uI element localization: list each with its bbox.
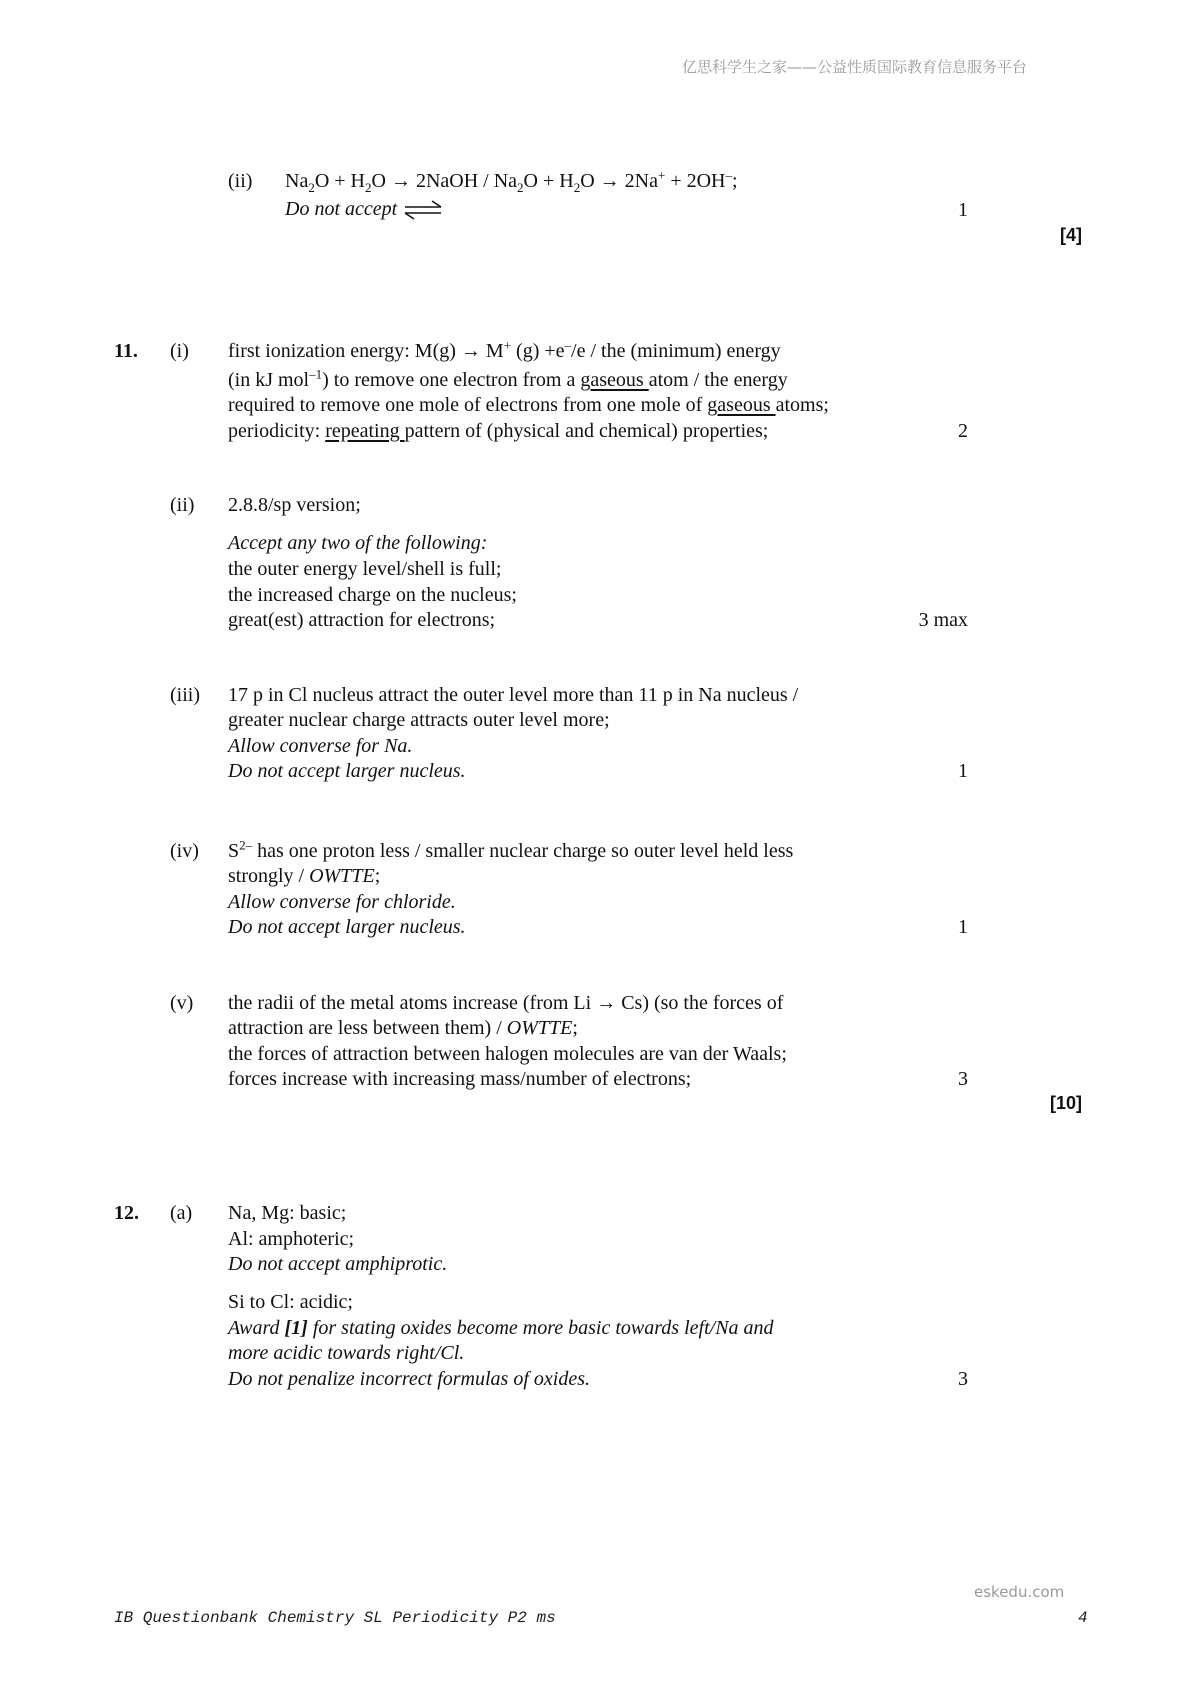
q11-iii-line1: 17 p in Cl nucleus attract the outer level more than 11 p in Na nucleus / [228, 684, 799, 706]
q11-iii-label: (iii) [170, 684, 200, 706]
footer-title: IB Questionbank Chemistry SL Periodicity P2 ms [114, 1609, 556, 1627]
q11-iv-label: (iv) [170, 840, 199, 862]
q10-total: [4] [1060, 225, 1082, 245]
q11-iii-line2: greater nuclear charge attracts outer level more; [228, 709, 610, 731]
q11-ii-line2: Accept any two of the following: [228, 532, 488, 554]
q10-ii-mark: 1 [958, 199, 968, 221]
q12-a-line4: Si to Cl: acidic; [228, 1291, 353, 1313]
q11-iv-mark: 1 [958, 916, 968, 938]
q11-i-line3: required to remove one mole of electrons from one mole of gaseous atoms; [228, 394, 829, 416]
q11-iv-line4: Do not accept larger nucleus. [228, 916, 466, 938]
q11-v-line2: attraction are less between them) / OWTTE; [228, 1017, 578, 1039]
q11-ii-mark: 3 max [918, 609, 968, 631]
q11-ii-label: (ii) [170, 494, 195, 516]
q11-v-label: (v) [170, 992, 194, 1014]
q11-ii-line3: the outer energy level/shell is full; [228, 558, 502, 580]
q11-total: [10] [1049, 1093, 1082, 1113]
q11-number: 11. [114, 340, 138, 362]
q12-a-line5: Award [1] for stating oxides become more basic towards left/Na and [228, 1317, 774, 1339]
q11-i-line1: first ionization energy: M(g) → M+ (g) +e–/e / the (minimum) energy [228, 337, 781, 362]
q11-v-mark: 3 [958, 1068, 968, 1090]
q12-a-line2: Al: amphoteric; [228, 1228, 355, 1250]
q10-ii-label: (ii) [228, 170, 253, 192]
q11-i-line4: periodicity: repeating pattern of (physical and chemical) properties; [228, 420, 769, 442]
q11-i-line2: (in kJ mol$^{-1}$) to remove one electron from a gaseous atom / the energy [228, 366, 788, 391]
q11-v-line4: forces increase with increasing mass/number of electrons; [228, 1068, 692, 1090]
footer-site-watermark: eskedu.com [974, 1583, 1065, 1601]
q11-v-line3: the forces of attraction between halogen molecules are van der Waals; [228, 1043, 787, 1065]
q11-iv-line1: $S^{2-}$ has one proton less / smaller nuclear charge so outer level held less [228, 837, 794, 862]
q11-iv-line3: Allow converse for chloride. [228, 891, 456, 913]
footer-page-number: 4 [1078, 1609, 1088, 1627]
q11-i-mark: 2 [958, 420, 968, 442]
q11-iii-mark: 1 [958, 760, 968, 782]
q11-v-line1: the radii of the metal atoms increase (from Li → Cs) (so the forces of [228, 992, 784, 1014]
q11-iii-line4: Do not accept larger nucleus. [228, 760, 466, 782]
q12-a-label: (a) [170, 1202, 193, 1224]
q12-number: 12. [114, 1202, 139, 1224]
q11-iv-line2: strongly / OWTTE; [228, 865, 381, 887]
q12-a-line6: more acidic towards right/Cl. [228, 1342, 465, 1364]
q11-iii-line3: Allow converse for Na. [228, 735, 413, 757]
q11-ii-line4: the increased charge on the nucleus; [228, 584, 517, 606]
header-watermark: 亿思科学生之家——公益性质国际教育信息服务平台 [682, 58, 1028, 76]
q12-a-line1: Na, Mg: basic; [228, 1202, 347, 1224]
q10-ii-note: Do not accept [285, 196, 444, 222]
q11-ii-line1: 2.8.8/sp version; [228, 494, 361, 516]
q11-i-label: (i) [170, 340, 189, 362]
q12-a-line7: Do not penalize incorrect formulas of oxides. [228, 1368, 590, 1390]
q11-ii-line5: great(est) attraction for electrons; [228, 609, 496, 631]
equilibrium-arrow-icon [402, 199, 444, 221]
q12-a-line3: Do not accept amphiprotic. [228, 1253, 448, 1275]
q12-a-mark: 3 [958, 1368, 968, 1390]
q10-ii-equation: $Na_2O + H_2O$ → 2NaOH / $Na_2O + H_2O \to 2Na^+ + 2OH^-$; [285, 167, 738, 195]
